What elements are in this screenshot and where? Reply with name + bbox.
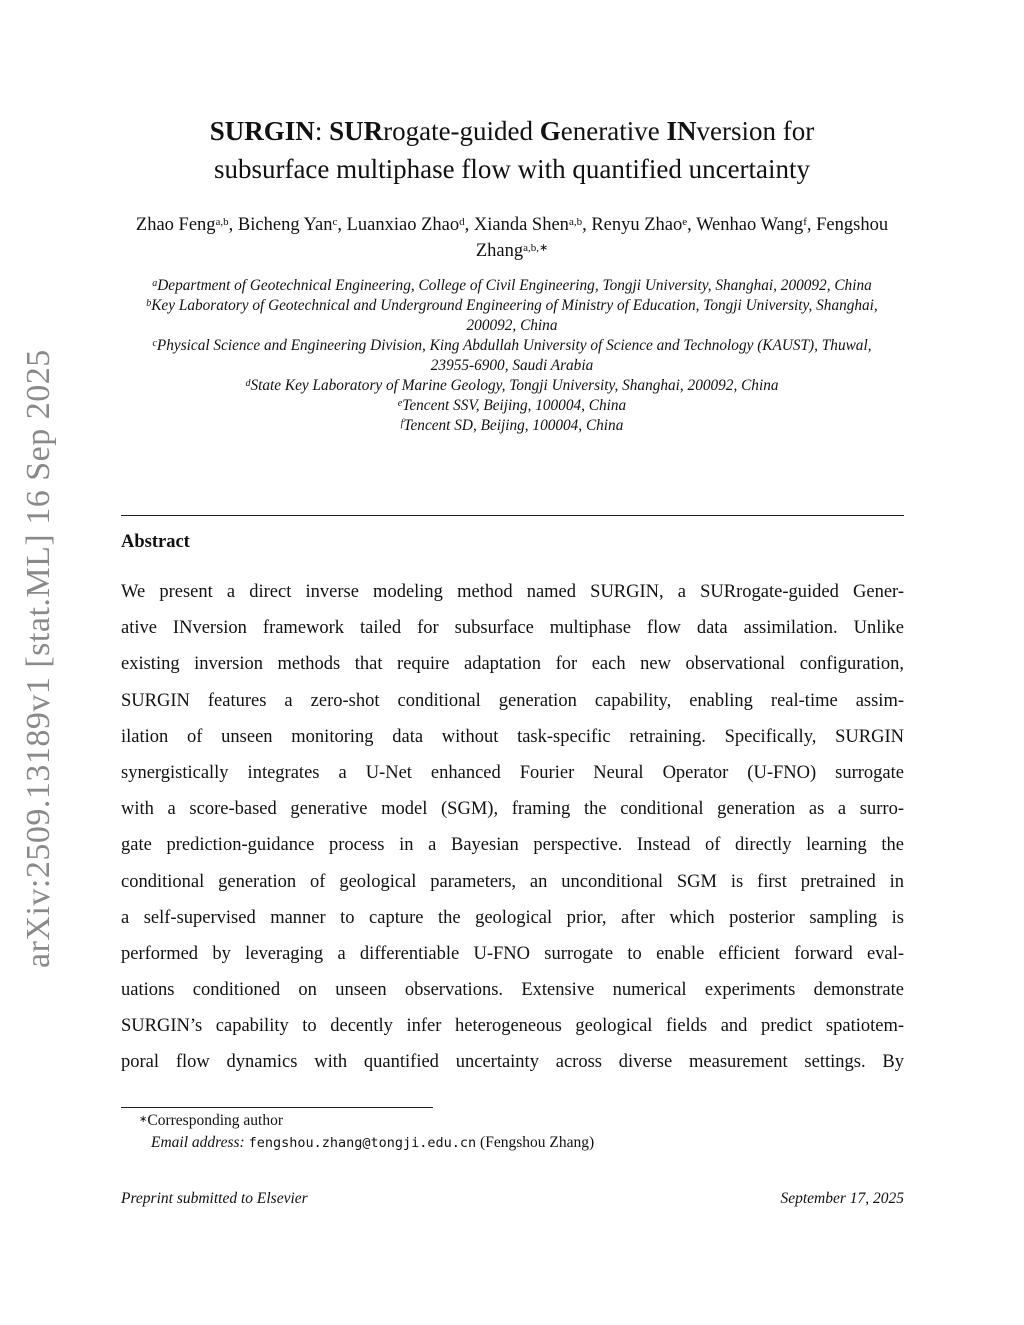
arxiv-side-stamp: arXiv:2509.13189v1 [stat.ML] 16 Sep 2025 bbox=[20, 349, 57, 968]
title-part: G bbox=[539, 116, 561, 146]
title-part: SURGIN bbox=[209, 116, 315, 146]
email-note: Email address: fengshou.zhang@tongji.edu.cn (Fengshou Zhang) bbox=[151, 1134, 595, 1151]
title-part: : bbox=[314, 116, 330, 146]
abstract-divider bbox=[121, 515, 904, 516]
abstract-line: existing inversion methods that require adaptation for each new observational configuration, bbox=[121, 654, 904, 675]
abstract-line: gate prediction-guidance process in a Bayesian perspective. Instead of directly learning the bbox=[121, 835, 904, 856]
title-part: version for bbox=[696, 116, 815, 146]
abstract-line: SURGIN features a zero-shot conditional generation capability, enabling real-time assim- bbox=[121, 690, 904, 711]
paper-title bbox=[120, 112, 904, 188]
title-part: IN bbox=[666, 116, 697, 146]
affiliation: $^f$Tencent SD, Beijing, 100004, China bbox=[400, 417, 624, 434]
footnotes bbox=[121, 1110, 904, 1154]
abstract-line: uations conditioned on unseen observations. Extensive numerical experiments demonstrate bbox=[121, 980, 904, 1001]
affiliation: $^c$Physical Science and Engineering Division, King Abdullah University of Science and Technology (KAUST), Thuwal, 23955-6900, Saudi Arabia bbox=[152, 337, 872, 374]
title-part: SUR bbox=[329, 116, 384, 146]
author: Xianda Shen$^{a,b}$ bbox=[473, 215, 583, 235]
author: Wenhao Wang$^f$ bbox=[696, 215, 807, 235]
footer-date: September 17, 2025 bbox=[780, 1190, 904, 1207]
author: Zhao Feng$^{a,b}$ bbox=[135, 215, 229, 235]
title-line-2: subsurface multiphase flow with quantified uncertainty bbox=[213, 154, 811, 184]
abstract-heading: Abstract bbox=[121, 532, 190, 552]
affiliation: $^b$Key Laboratory of Geotechnical and Underground Engineering of Ministry of Education, Tongji University, Shanghai, 200092, China bbox=[146, 297, 878, 334]
author-list: Zhao Feng$^{a,b}$, Bicheng Yan$^c$, Luanxiao Zhao$^d$, Xianda Shen$^{a,b}$, Renyu Zhao$^e$, Wenhao Wang$^f$, Fengshou Zhang$^{a,b,∗}$ bbox=[135, 215, 889, 261]
abstract-line: poral flow dynamics with quantified uncertainty across diverse measurement settings. By bbox=[121, 1052, 904, 1073]
abstract-line: SURGIN’s capability to decently infer heterogeneous geological fields and predict spatiotem- bbox=[121, 1016, 904, 1037]
abstract-line: ative INversion framework tailed for subsurface multiphase flow data assimilation. Unlike bbox=[121, 618, 904, 639]
author: Renyu Zhao$^e$ bbox=[591, 215, 688, 235]
abstract-line: with a score-based generative model (SGM), framing the conditional generation as a surro- bbox=[121, 799, 904, 820]
abstract-line: conditional generation of geological parameters, an unconditional SGM is first pretrained in bbox=[121, 871, 904, 892]
abstract-line: We present a direct inverse modeling method named SURGIN, a SURrogate-guided Gener- bbox=[121, 582, 904, 602]
abstract-line: ilation of unseen monitoring data without task-specific retraining. Specifically, SURGIN bbox=[121, 726, 904, 747]
affiliation-list bbox=[140, 276, 884, 436]
corresponding-author-note: ∗Corresponding author bbox=[139, 1112, 283, 1129]
abstract-line: synergistically integrates a U-Net enhanced Fourier Neural Operator (U-FNO) surrogate bbox=[121, 762, 904, 783]
footer-journal: Preprint submitted to Elsevier bbox=[121, 1190, 308, 1207]
affiliation: $^d$State Key Laboratory of Marine Geology, Tongji University, Shanghai, 200092, China bbox=[245, 377, 779, 394]
abstract-body bbox=[121, 574, 904, 1081]
title-part: rogate-guided bbox=[383, 116, 540, 146]
author: Fengshou Zhang$^{a,b,∗}$ bbox=[475, 215, 889, 261]
abstract-line: a self-supervised manner to capture the geological prior, after which posterior sampling is bbox=[121, 907, 904, 928]
affiliation: $^a$Department of Geotechnical Engineering, College of Civil Engineering, Tongji University, Shanghai, 200092, China bbox=[152, 277, 872, 294]
author: Luanxiao Zhao$^d$ bbox=[346, 215, 465, 235]
abstract-line: performed by leveraging a differentiable U-FNO surrogate to enable efficient forward eval- bbox=[121, 943, 904, 964]
author: Bicheng Yan$^c$ bbox=[237, 215, 338, 235]
footnote-divider bbox=[121, 1107, 433, 1108]
title-part: enerative bbox=[560, 116, 667, 146]
affiliation: $^e$Tencent SSV, Beijing, 100004, China bbox=[397, 397, 627, 414]
email-link[interactable]: fengshou.zhang@tongji.edu.cn bbox=[248, 1135, 477, 1151]
